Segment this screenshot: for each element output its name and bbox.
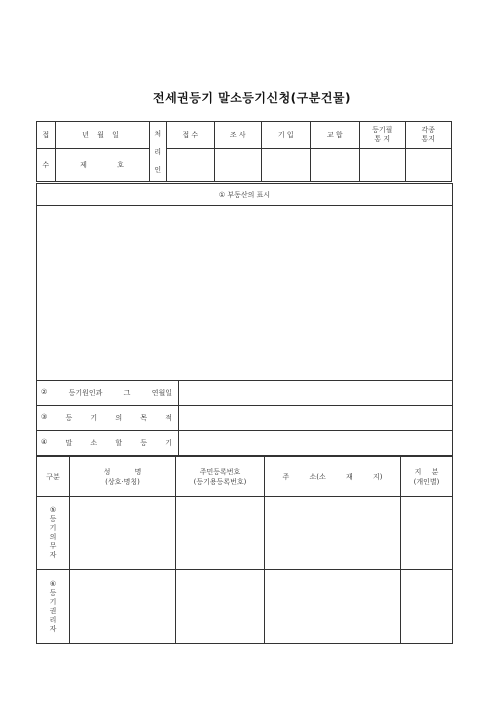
obligee-share-field[interactable] (401, 570, 453, 644)
header-entry: 기 입 (262, 122, 311, 149)
obligee-id-field[interactable] (176, 570, 265, 644)
cancel-num: ④ (41, 438, 48, 446)
cancel-label-5: 기 (165, 439, 172, 447)
purpose-label-5: 적 (165, 414, 172, 422)
property-description-field[interactable] (37, 206, 453, 381)
receipt-label-bottom: 수 (37, 149, 56, 182)
header-share-sub: (개인별) (413, 477, 440, 486)
header-id (176, 457, 265, 497)
obligor-share-field[interactable] (401, 497, 453, 570)
purpose-field[interactable] (179, 406, 453, 431)
processor-label-1: 처 (154, 129, 162, 138)
cause-label-3: 연월일 (151, 389, 172, 397)
obligor-name-field[interactable] (70, 497, 176, 570)
obligee-label-text: ⑥등기권리자 (49, 579, 57, 633)
cause-num: ② (41, 388, 48, 396)
header-name (70, 457, 176, 497)
purpose-label-3: 의 (115, 414, 123, 422)
header-various-notice: 각종 통지 (405, 122, 451, 149)
header-verify: 교 합 (310, 122, 360, 149)
header-investigation: 조 사 (214, 122, 261, 149)
header-id-sub: (등기용등록번호) (193, 477, 247, 486)
header-share (401, 457, 453, 497)
cause-date-label (37, 381, 179, 406)
cancel-label-1: 말 (65, 439, 73, 447)
obligor-label-text: ⑤등기의무자 (49, 506, 57, 559)
cell-verify[interactable] (310, 149, 360, 182)
purpose-num: ③ (41, 413, 48, 421)
processor-label-3: 인 (154, 165, 162, 174)
header-id-main: 주민등록번호 (199, 467, 241, 476)
number-label: 제 호 (55, 149, 149, 182)
cell-entry[interactable] (262, 149, 311, 182)
obligee-label (37, 570, 70, 644)
purpose-label (37, 406, 179, 431)
processor-label (149, 122, 167, 182)
cancel-registration-label (37, 431, 179, 456)
purpose-label-4: 목 (140, 414, 148, 422)
receipt-table (36, 121, 452, 182)
property-table (36, 183, 453, 456)
obligor-address-field[interactable] (265, 497, 401, 570)
obligee-name-field[interactable] (70, 570, 176, 644)
cancel-label-2: 소 (90, 439, 98, 447)
obligor-label (37, 497, 70, 570)
cell-registration-notice[interactable] (360, 149, 405, 182)
cancel-label-4: 등 (140, 439, 148, 447)
header-share-main: 지 분 (414, 467, 439, 476)
parties-table (36, 456, 453, 644)
header-division: 구분 (37, 457, 70, 497)
obligee-address-field[interactable] (265, 570, 401, 644)
cause-label-2: 그 (123, 389, 131, 397)
header-name-sub: (상호·명칭) (105, 477, 140, 486)
obligor-id-field[interactable] (176, 497, 265, 570)
header-address: 주 소(소 재 지) (265, 457, 401, 497)
cell-various-notice[interactable] (405, 149, 451, 182)
cause-label-1: 등기원인과 (68, 389, 103, 397)
receipt-label-top: 접 (37, 122, 56, 149)
header-registration-notice: 등기필 통 지 (360, 122, 405, 149)
cell-investigation[interactable] (214, 149, 261, 182)
cancel-label-3: 할 (115, 439, 123, 447)
cancel-registration-field[interactable] (179, 431, 453, 456)
purpose-label-2: 기 (90, 414, 98, 422)
date-label: 년 월 일 (55, 122, 149, 149)
processor-label-2: 리 (154, 147, 162, 156)
purpose-label-1: 등 (65, 414, 73, 422)
page-title: 전세권등기 말소등기신청(구분건물) (152, 91, 352, 105)
cause-date-field[interactable] (179, 381, 453, 406)
cell-receipt[interactable] (167, 149, 214, 182)
header-name-main: 성 명 (103, 467, 142, 476)
header-receipt: 접 수 (167, 122, 214, 149)
property-header: ① 부동산의 표시 (37, 184, 453, 206)
